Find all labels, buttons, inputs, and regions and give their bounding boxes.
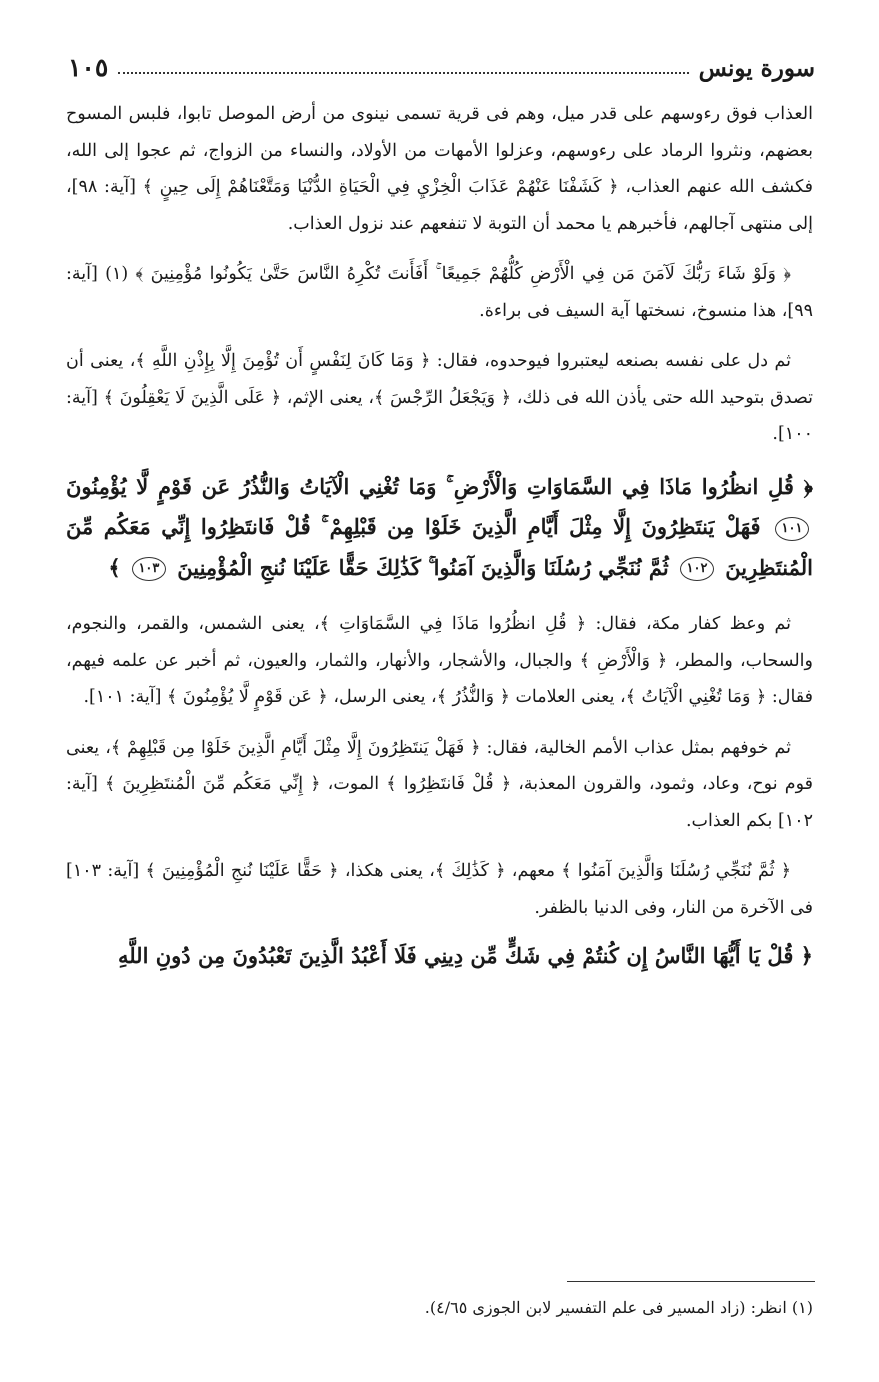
surah-title: سورة يونس	[698, 55, 815, 82]
verse-text-103: ثُمَّ نُنَجِّي رُسُلَنَا وَالَّذِينَ آمَنُوا ۚ كَذَٰلِكَ حَقًّا عَلَيْنَا نُنجِ الْمُؤْمِنِينَ	[177, 554, 669, 580]
page-header	[68, 42, 815, 82]
page-body	[66, 96, 813, 995]
paragraph-5: ثم خوفهم بمثل عذاب الأمم الخالية، فقال: ﴿ فَهَلْ يَنتَظِرُونَ إِلَّا مِثْلَ أَيَّامِ الَّذِينَ خَلَوْا مِن قَبْلِهِمْ ﴾، يعنى قوم نوح، وعاد، وثمود، والقرون المعذبة، ﴿ قُلْ فَانتَظِرُوا ﴾ الموت، ﴿ إِنِّي مَعَكُم مِّنَ الْمُنتَظِرِينَ ﴾ [آية: ١٠٢] بكم العذاب.	[66, 737, 813, 831]
ayah-number-marker: ١٠٣	[132, 557, 166, 581]
quran-verse-final: ﴿ قُلْ يَا أَيُّهَا النَّاسُ إِن كُنتُمْ فِي شَكٍّ مِّن دِينِي فَلَا أَعْبُدُ الَّذِينَ تَعْبُدُونَ مِن دُونِ اللَّهِ	[117, 943, 813, 968]
verse-text-102: فَهَلْ يَنتَظِرُونَ إِلَّا مِثْلَ أَيَّامِ الَّذِينَ خَلَوْا مِن قَبْلِهِمْ ۚ قُلْ فَانتَظِرُوا إِنِّي مَعَكُم مِّنَ الْمُنتَظِرِينَ	[66, 514, 813, 580]
header-dotted-leader	[118, 72, 688, 74]
paragraph-4: ثم وعظ كفار مكة، فقال: ﴿ قُلِ انظُرُوا مَاذَا فِي السَّمَاوَاتِ ﴾، يعنى الشمس، والقمر، والنجوم، والسحاب، والمطر، ﴿ وَالْأَرْضِ ﴾ والجبال، والأشجار، والأنهار، والثمار، والعيون، ثم أخبر عن علمه فيهم، فقال: ﴿ وَمَا تُغْنِي الْآيَاتُ ﴾، يعنى العلامات ﴿ وَالنُّذُرُ ﴾، يعنى الرسل، ﴿ عَن قَوْمٍ لَّا يُؤْمِنُونَ ﴾ [آية: ١٠١].	[66, 614, 813, 707]
footnote: (١) انظر: (زاد المسير فى علم التفسير لابن الجوزى ٤/٦٥).	[424, 1298, 813, 1317]
ayah-number-marker: ١٠١	[775, 517, 809, 541]
paragraph-3: ثم دل على نفسه بصنعه ليعتبروا فيوحدوه، فقال: ﴿ وَمَا كَانَ لِنَفْسٍ أَن تُؤْمِنَ إِلَّا بِإِذْنِ اللَّهِ ﴾، يعنى أن تصدق بتوحيد الله حتى يأذن الله فى ذلك، ﴿ وَيَجْعَلُ الرِّجْسَ ﴾، يعنى الإثم، ﴿ عَلَى الَّذِينَ لَا يَعْقِلُونَ ﴾ [آية: ١٠٠].	[66, 351, 813, 444]
paragraph-2: ﴿ وَلَوْ شَاءَ رَبُّكَ لَآمَنَ مَن فِي الْأَرْضِ كُلُّهُمْ جَمِيعًا ۚ أَفَأَنتَ تُكْرِهُ النَّاسَ حَتَّىٰ يَكُونُوا مُؤْمِنِينَ ﴾ (١) [آية: ٩٩]، هذا منسوخ، نسختها آية السيف فى براءة.	[66, 264, 813, 321]
quran-verse-block	[66, 467, 813, 589]
paragraph-6: ﴿ ثُمَّ نُنَجِّي رُسُلَنَا وَالَّذِينَ آمَنُوا ﴾ معهم، ﴿ كَذَٰلِكَ ﴾، يعنى هكذا، ﴿ حَقًّا عَلَيْنَا نُنجِ الْمُؤْمِنِينَ ﴾ [آية: ١٠٣] فى الآخرة من النار، وفى الدنيا بالظفر.	[66, 861, 813, 918]
paragraph-1: العذاب فوق رءوسهم على قدر ميل، وهم فى قرية تسمى نينوى من أرض الموصل تابوا، فلبس المسوح بعضهم، ونثروا الرماد على رءوسهم، وعزلوا الأمهات من الأولاد، والنساء من الزواج، ثم عجوا إلى الله، فكشف الله عنهم العذاب، ﴿ كَشَفْنَا عَنْهُمْ عَذَابَ الْخِزْيِ فِي الْحَيَاةِ الدُّنْيَا وَمَتَّعْنَاهُمْ إِلَى حِينٍ ﴾ [آية: ٩٨]، إلى منتهى آجالهم، فأخبرهم يا محمد أن التوبة لا تنفعهم عند نزول العذاب.	[66, 104, 813, 234]
verse-close-bracket: ﴾	[108, 554, 121, 580]
verse-text-101: ﴿ قُلِ انظُرُوا مَاذَا فِي السَّمَاوَاتِ وَالْأَرْضِ ۚ وَمَا تُغْنِي الْآيَاتُ وَالنُّذُرُ عَن قَوْمٍ لَّا يُؤْمِنُونَ	[66, 473, 813, 499]
ayah-number-marker: ١٠٢	[680, 557, 714, 581]
page-number: ١٠٥	[68, 53, 109, 82]
footnote-separator	[567, 1281, 815, 1282]
